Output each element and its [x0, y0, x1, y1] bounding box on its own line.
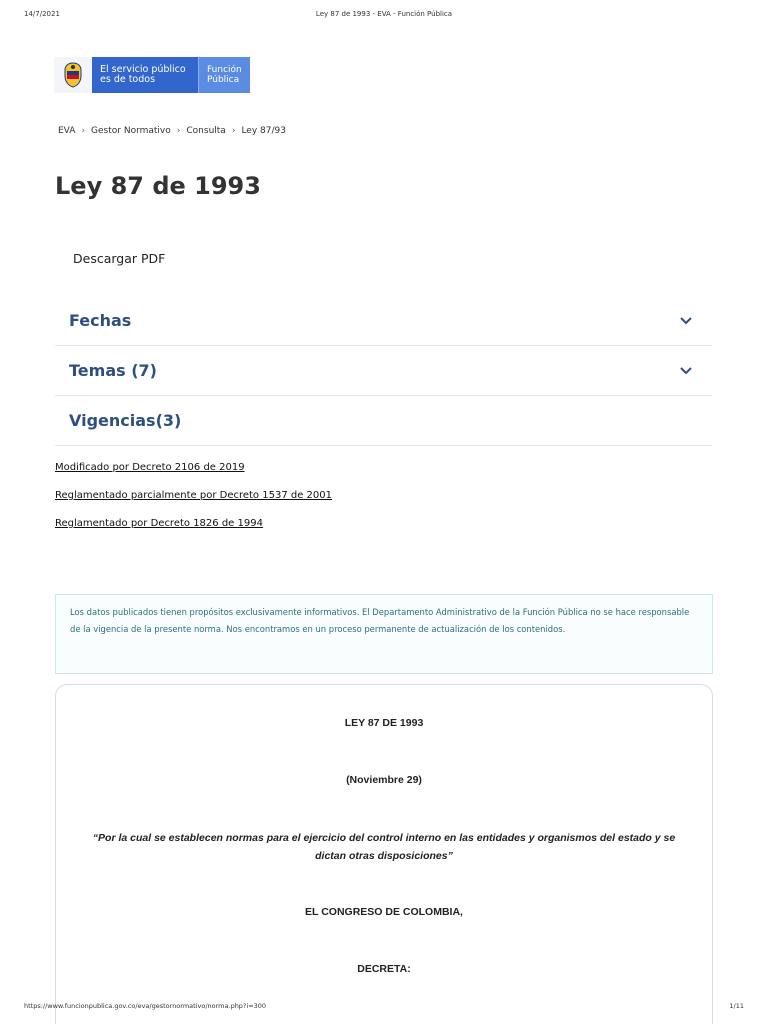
breadcrumb-item-gestor[interactable]: Gestor Normativo: [91, 126, 171, 136]
print-date: 14/7/2021: [24, 10, 60, 18]
site-logo[interactable]: [54, 57, 250, 93]
vigencia-link[interactable]: Reglamentado parcialmente por Decreto 1537 de 2001: [55, 490, 332, 501]
chevron-down-icon: [680, 367, 692, 375]
accordion-vigencias[interactable]: [55, 396, 712, 446]
breadcrumb-item-consulta[interactable]: Consulta: [186, 126, 226, 136]
page-title: Ley 87 de 1993: [55, 172, 261, 200]
vigencia-link[interactable]: Modificado por Decreto 2106 de 2019: [55, 462, 245, 473]
logo-tagline: El servicio público es de todos: [92, 57, 198, 93]
print-page-title: Ley 87 de 1993 - EVA - Función Pública: [315, 10, 453, 18]
vigencia-link[interactable]: Reglamentado por Decreto 1826 de 1994: [55, 518, 263, 529]
document-date: (Noviembre 29): [346, 774, 422, 786]
logo-funcion-publica: Función Pública: [198, 57, 250, 93]
print-page-count: 1/11: [729, 1002, 744, 1010]
breadcrumb: [58, 126, 286, 136]
accordion-label: Fechas: [69, 311, 132, 330]
breadcrumb-item-eva[interactable]: EVA: [58, 126, 76, 136]
chevron-right-icon: ›: [176, 126, 181, 136]
accordion-fechas[interactable]: [55, 296, 712, 346]
download-pdf-button[interactable]: Descargar PDF: [73, 251, 166, 266]
breadcrumb-item-current: Ley 87/93: [241, 126, 286, 136]
document-issuer: EL CONGRESO DE COLOMBIA,: [305, 906, 463, 918]
accordion-label: Temas (7): [69, 361, 157, 380]
accordion-temas[interactable]: [55, 346, 712, 396]
document-subject: “Por la cual se establecen normas para el ejercicio del control interno en las entidades y organismos del estado y se dictan otras disposiciones”: [92, 832, 676, 862]
document-heading: LEY 87 DE 1993: [344, 717, 424, 729]
chevron-right-icon: ›: [231, 126, 236, 136]
vigencias-list: [55, 462, 332, 546]
accordion-label: Vigencias(3): [69, 411, 182, 430]
print-url: https://www.funcionpublica.gov.co/eva/gestornormativo/norma.php?i=300: [24, 1002, 267, 1010]
chevron-right-icon: ›: [81, 126, 86, 136]
chevron-down-icon: [680, 317, 692, 325]
document-body: [55, 684, 713, 1024]
accordion: [55, 296, 712, 446]
document-decree: DECRETA:: [357, 963, 411, 975]
coat-of-arms-icon: [54, 57, 92, 93]
disclaimer-notice: Los datos publicados tienen propósitos exclusivamente informativos. El Departamento Administrativo de la Función Pública no se hace responsable de la vigencia de la presente norma. Nos encontramos en un proceso permanente de actualización de los contenidos.: [55, 594, 713, 674]
